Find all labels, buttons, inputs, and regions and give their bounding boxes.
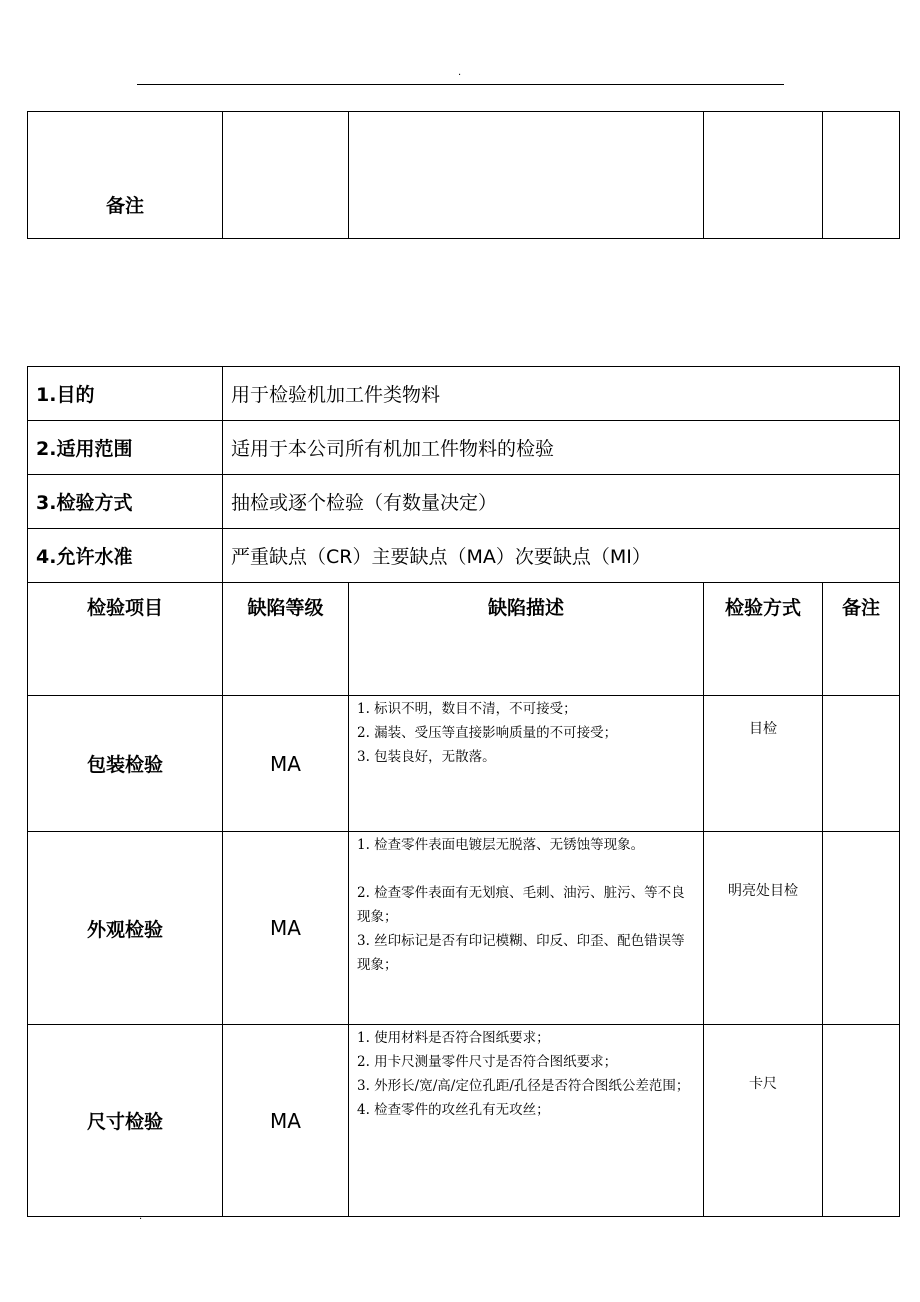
remark-table [27,111,900,239]
table-row [28,832,900,1025]
desc-line: 4. 检查零件的攻丝孔有无攻丝； [357,1102,550,1118]
column-header: 缺陷等级 [223,583,349,696]
row-remark [823,832,900,1025]
column-header: 检验方式 [704,583,823,696]
info-label: 3.检验方式 [28,475,223,529]
info-value: 适用于本公司所有机加工件物料的检验 [223,421,900,475]
defect-description [349,696,704,832]
desc-line: 3. 包装良好，无散落。 [357,749,496,765]
empty-cell [223,112,349,239]
desc-line: 1. 标识不明，数目不清，不可接受； [357,701,577,717]
table-row [28,1025,900,1217]
inspection-table [27,366,900,1217]
item-name: 包装检验 [28,696,223,832]
header-rule [137,84,784,85]
footer-mark: . [139,1211,143,1222]
row-remark [823,696,900,832]
defect-description [349,1025,704,1217]
desc-line: 2. 漏装、受压等直接影响质量的不可接受； [357,725,618,741]
column-header: 备注 [823,583,900,696]
info-row-purpose [28,367,900,421]
desc-spacer [357,857,697,881]
defect-grade: MA [223,832,349,1025]
info-row-method [28,475,900,529]
empty-cell [349,112,704,239]
desc-line: 3. 丝印标记是否有印记模糊、印反、印歪、配色错误等现象； [357,933,685,973]
defect-description [349,832,704,1025]
info-label: 4.允许水准 [28,529,223,583]
desc-line: 2. 检查零件表面有无划痕、毛刺、油污、脏污、等不良现象； [357,885,685,925]
desc-line: 3. 外形长/宽/高/定位孔距/孔径是否符合图纸公差范围； [357,1078,690,1094]
defect-grade: MA [223,696,349,832]
inspection-method: 卡尺 [704,1025,823,1217]
item-name: 尺寸检验 [28,1025,223,1217]
inspection-method: 目检 [704,696,823,832]
info-label: 2.适用范围 [28,421,223,475]
info-value: 用于检验机加工件类物料 [223,367,900,421]
info-label: 1.目的 [28,367,223,421]
row-remark [823,1025,900,1217]
defect-grade: MA [223,1025,349,1217]
column-header-row [28,583,900,696]
column-header: 缺陷描述 [349,583,704,696]
info-value: 抽检或逐个检验（有数量决定） [223,475,900,529]
remark-label: 备注 [28,112,223,239]
info-row-scope [28,421,900,475]
header-mark: . [458,67,462,78]
empty-cell [704,112,823,239]
item-name: 外观检验 [28,832,223,1025]
remark-row [28,112,900,239]
desc-line: 2. 用卡尺测量零件尺寸是否符合图纸要求； [357,1054,618,1070]
empty-cell [823,112,900,239]
desc-line: 1. 检查零件表面电镀层无脱落、无锈蚀等现象。 [357,837,645,853]
column-header: 检验项目 [28,583,223,696]
table-row [28,696,900,832]
info-row-level [28,529,900,583]
inspection-method: 明亮处目检 [704,832,823,1025]
desc-line: 1. 使用材料是否符合图纸要求； [357,1030,550,1046]
info-value: 严重缺点（CR）主要缺点（MA）次要缺点（MI） [223,529,900,583]
